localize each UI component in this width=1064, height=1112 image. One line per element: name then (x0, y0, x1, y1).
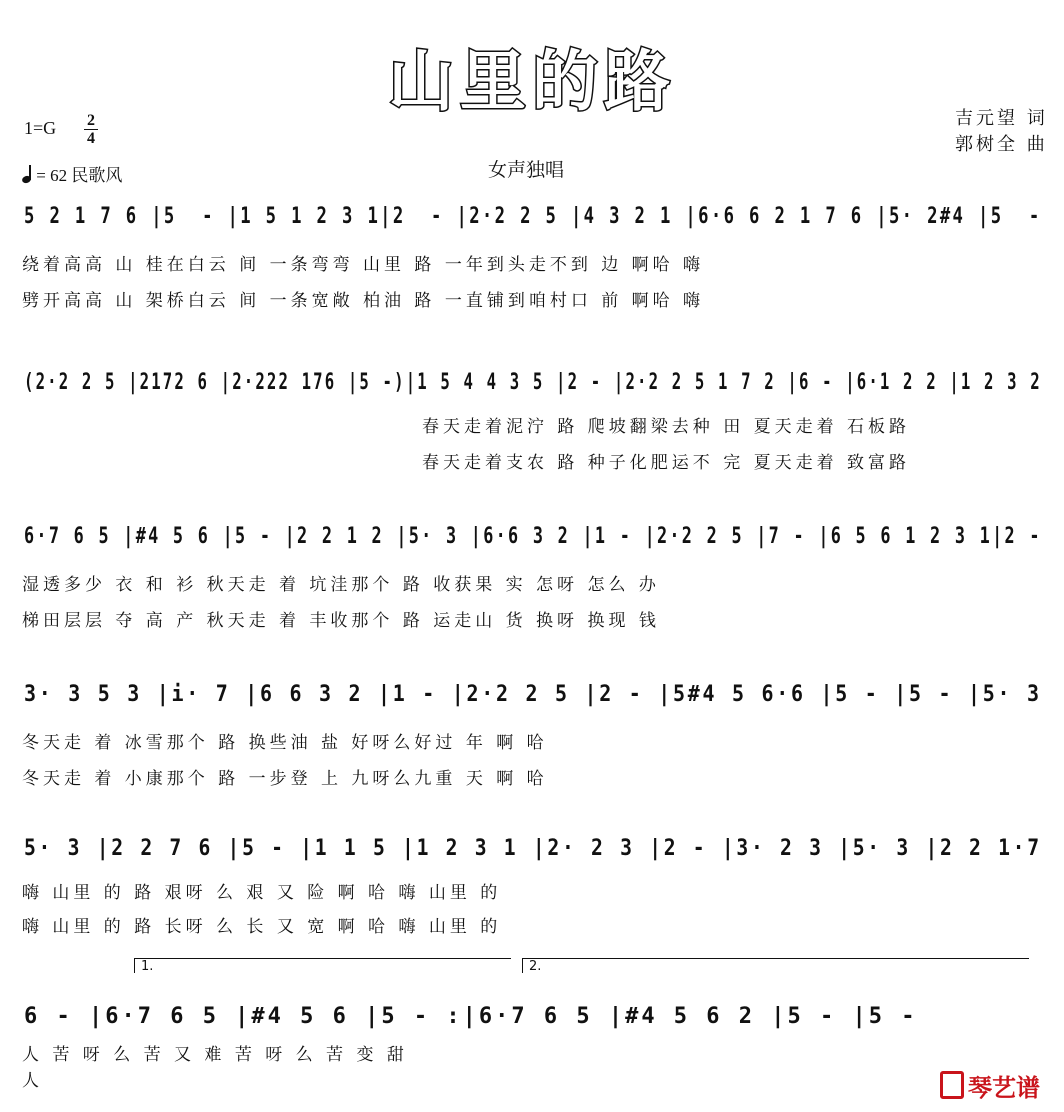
notes-row-5: 5· 3 |2 2 7 6 |5 - |1 1 5 |1 2 3 1 |2· 2 3 |2 - |3· 2 3 |5· 3 |2 2 1·7 (24, 836, 1042, 861)
composer: 郭树全 曲 (955, 134, 1048, 155)
lyrics-verse1-row-1: 绕着高高 山 桂在白云 间 一条弯弯 山里 路 一年到头走不到 边 啊哈 嗨 (22, 255, 705, 275)
time-bottom: 4 (87, 130, 95, 147)
quarter-note-icon (22, 165, 32, 183)
credits (955, 106, 1048, 158)
time-top: 2 (87, 112, 95, 129)
lyrics-verse2-row-5: 嗨 山里 的 路 长呀 么 长 又 宽 啊 哈 嗨 山里 的 (22, 917, 502, 937)
lyrics-verse1-row-6: 人 苦 呀 么 苦 又 难 苦 呀 么 苦 变 甜 (22, 1045, 408, 1065)
tempo-marking (22, 161, 122, 186)
notes-row-3: 6·7 6 5 |#4 5 6 |5 - |2 2 1 2 |5· 3 |6·6 3 2 |1 - |2·2 2 5 |7 - |6 5 6 1 2 3 1|2 - (24, 524, 1042, 549)
lyrics-verse1-row-5: 嗨 山里 的 路 艰呀 么 艰 又 险 啊 哈 嗨 山里 的 (22, 883, 502, 903)
lyrics-verse2-row-3: 梯田层层 夺 高 产 秋天走 着 丰收那个 路 运走山 货 换呀 换现 钱 (22, 611, 660, 631)
lyrics-verse1-row-2: 春天走着泥泞 路 爬坡翻梁去种 田 夏天走着 石板路 (422, 417, 911, 437)
lyrics-verse2-row-2: 春天走着支农 路 种子化肥运不 完 夏天走着 致富路 (422, 453, 911, 473)
logo-icon (940, 1071, 964, 1099)
score-row-3 (22, 516, 1042, 631)
watermark-text: 琴艺谱 (968, 1074, 1040, 1102)
second-ending: 2. (522, 958, 1029, 973)
song-title: 山里的路 (388, 43, 676, 120)
score-row-5 (22, 828, 1042, 937)
score-row-4 (22, 674, 1042, 789)
time-signature (84, 112, 98, 147)
lyrics-verse1-row-3: 湿透多少 衣 和 衫 秋天走 着 坑洼那个 路 收获果 实 怎呀 怎么 办 (22, 575, 660, 595)
lyricist: 吉元望 词 (955, 108, 1048, 129)
notes-row-4: 3· 3 5 3 |i· 7 |6 6 3 2 |1 - |2·2 2 5 |2 - |5#4 5 6·6 |5 - |5 - |5· 3 (24, 682, 1042, 707)
notes-row-1: 5 2 1 7 6 |5 - |1 5 1 2 3 1|2 - |2·2 2 5 |4 3 2 1 |6·6 6 2 1 7 6 |5· 2#4 |5 - (24, 204, 1042, 229)
lyrics-verse1-row-4: 冬天走 着 冰雪那个 路 换些油 盐 好呀么好过 年 啊 哈 (22, 733, 548, 753)
lyrics-verse2-row-4: 冬天走 着 小康那个 路 一步登 上 九呀么九重 天 啊 哈 (22, 769, 548, 789)
tempo-text: = 62 民歌风 (36, 166, 123, 185)
notes-row-2: (2·2 2 5 |2172 6 |2·222 176 |5 -)|1 5 4 4 3 5 |2 - |2·2 2 5 1 7 2 |6 - |6·1 2 2 |1 2 3 2 (24, 370, 1042, 395)
performance-type: 女声独唱 (488, 159, 565, 181)
watermark-logo (940, 1068, 1040, 1103)
score-row-1 (22, 196, 1042, 311)
score-row-2 (22, 362, 1042, 473)
lyrics-verse2-row-1: 劈开高高 山 架桥白云 间 一条宽敞 柏油 路 一直铺到咱村口 前 啊哈 嗨 (22, 291, 705, 311)
notes-row-6: 6 - |6·7 6 5 |#4 5 6 |5 - :|6·7 6 5 |#4 5 6 2 |5 - |5 - (24, 1004, 918, 1029)
key-signature: 1=G (24, 118, 57, 138)
first-ending: 1. (134, 958, 511, 973)
lyrics-verse2-row-6: 人 (22, 1071, 43, 1091)
